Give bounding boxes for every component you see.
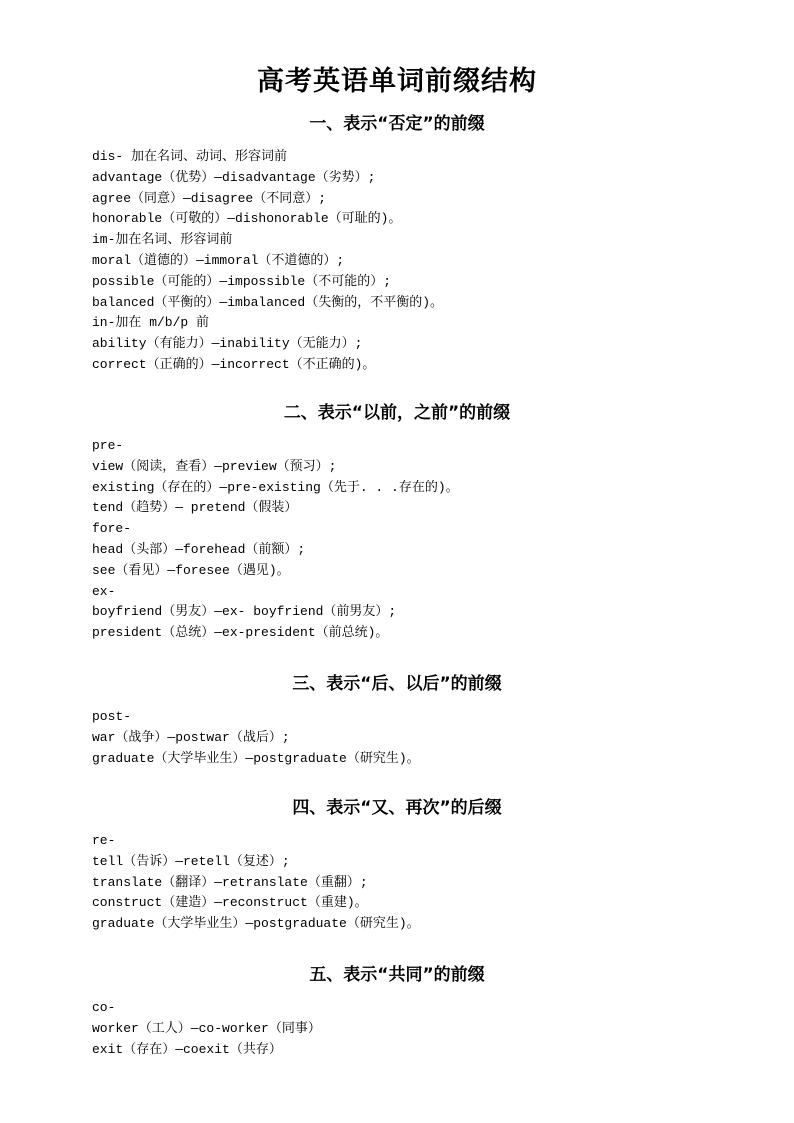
text-line: worker（工人）—co-worker（同事） [92, 1020, 321, 1036]
section-lines [92, 998, 732, 1060]
text-line: graduate（大学毕业生）—postgraduate（研究生)。 [92, 916, 420, 932]
text-line: construct（建造）—reconstruct（重建)。 [92, 895, 368, 911]
section-lines [92, 147, 732, 376]
section-again-prefixes [92, 795, 732, 935]
section-heading: 一、表示“否定”的前缀 [309, 114, 485, 134]
section-negation-prefixes [92, 111, 732, 376]
text-line: ex- [92, 583, 116, 599]
text-line: im-加在名词、形容词前 [92, 232, 233, 248]
section-together-prefixes [92, 962, 732, 1060]
text-line: see（看见）—foresee（遇见)。 [92, 562, 290, 578]
text-line: dis- 加在名词、动词、形容词前 [92, 149, 288, 164]
text-line: re- [92, 833, 116, 848]
text-line: view（阅读，查看）—preview（预习）; [92, 458, 337, 474]
text-line: head（头部）—forehead（前额）; [92, 541, 306, 557]
text-line: tend（趋势）— pretend（假装） [92, 500, 298, 516]
section-lines [92, 436, 732, 644]
page-title: 高考英语单词前缀结构 [257, 66, 537, 97]
text-line: pre- [92, 438, 124, 453]
text-line: president（总统）—ex-president（前总统)。 [92, 625, 389, 641]
text-line: advantage（优势）—disadvantage（劣势）; [92, 169, 376, 185]
text-line: existing（存在的）—pre-existing（先于. . .存在的)。 [92, 479, 459, 495]
text-line: translate（翻译）—retranslate（重翻）; [92, 874, 368, 890]
text-line: tell（告诉）—retell（复述）; [92, 853, 290, 869]
section-heading: 三、表示“后、以后”的前缀 [292, 674, 502, 694]
section-heading: 四、表示“又、再次”的后缀 [292, 798, 502, 818]
text-line: moral（道德的）—immoral（不道德的）; [92, 252, 345, 268]
section-before-prefixes [92, 400, 732, 644]
section-lines [92, 831, 732, 935]
text-line: post- [92, 709, 132, 724]
text-line: ability（有能力）—inability（无能力）; [92, 336, 363, 352]
text-line: co- [92, 1000, 116, 1015]
text-line: correct（正确的）—incorrect（不正确的)。 [92, 356, 376, 372]
text-line: war（战争）—postwar（战后）; [92, 729, 290, 745]
text-line: balanced（平衡的）—imbalanced（失衡的，不平衡的)。 [92, 294, 444, 310]
text-line: graduate（大学毕业生）—postgraduate（研究生)。 [92, 750, 420, 766]
text-line: exit（存在）—coexit（共存） [92, 1041, 282, 1057]
text-line: fore- [92, 521, 132, 537]
text-line: in-加在 m/b/p 前 [92, 315, 210, 331]
text-line: agree（同意）—disagree（不同意）; [92, 190, 327, 206]
section-heading: 二、表示“以前，之前”的前缀 [283, 403, 511, 423]
text-line: honorable（可敬的）—dishonorable（可耻的)。 [92, 211, 402, 227]
text-line: boyfriend（男友）—ex- boyfriend（前男友）; [92, 604, 397, 620]
text-line: possible（可能的）—impossible（不可能的）; [92, 273, 392, 289]
section-lines [92, 707, 732, 769]
section-heading: 五、表示“共同”的前缀 [309, 965, 485, 985]
section-after-prefixes [92, 671, 732, 769]
